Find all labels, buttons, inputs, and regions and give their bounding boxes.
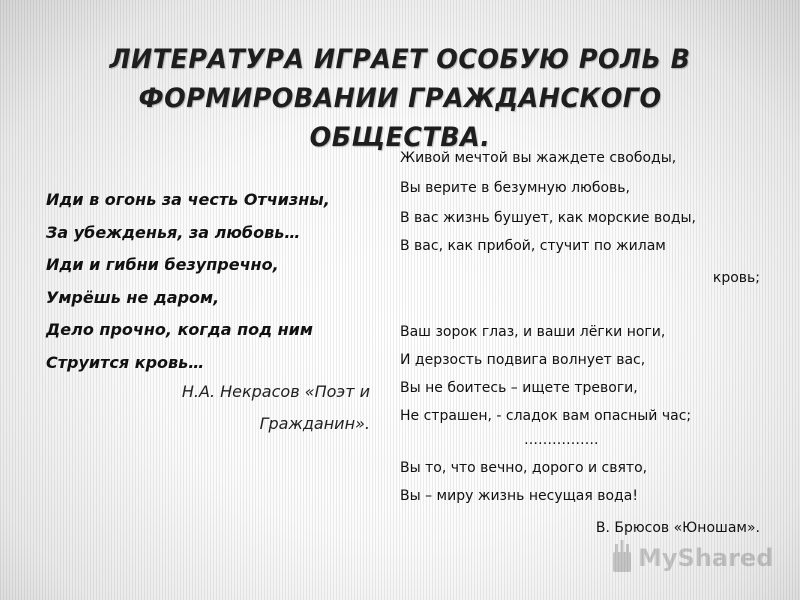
title-line-1: ЛИТЕРАТУРА ИГРАЕТ ОСОБУЮ РОЛЬ В <box>109 44 691 75</box>
poem-line: За убежденья, за любовь… <box>46 222 301 242</box>
poem-line: кровь; <box>712 270 760 286</box>
poem-line: Струится кровь… <box>46 352 205 372</box>
watermark-icon <box>610 540 634 574</box>
poem-line: Умрёшь не даром, <box>46 287 220 307</box>
nekrasov-poem <box>46 184 376 380</box>
watermark-logo <box>610 540 780 574</box>
attribution-line: Гражданин». <box>259 414 370 433</box>
poem-ellipsis: ……………. <box>524 432 599 448</box>
bryusov-signature: В. Брюсов «Юношам». <box>595 520 760 536</box>
poem-line: И дерзость подвига волнует вас, <box>400 352 646 368</box>
poem-line: Вы верите в безумную любовь, <box>400 180 630 196</box>
poem-line: Дело прочно, когда под ним <box>46 320 313 340</box>
poem-line: В вас жизнь бушует, как морские воды, <box>400 210 696 226</box>
slide-title <box>62 40 739 157</box>
watermark-text: MyShared <box>638 544 774 572</box>
poem-line: Иди и гибни безупречно, <box>46 255 279 275</box>
attribution-line: Н.А. Некрасов «Поэт и <box>181 382 370 401</box>
poem-line: В вас, как прибой, стучит по жилам <box>400 238 666 254</box>
poem-line: Вы – миру жизнь несущая вода! <box>400 488 638 504</box>
poem-line: Вы то, что вечно, дорого и свято, <box>400 460 648 476</box>
poem-line: Ваш зорок глаз, и ваши лёгки ноги, <box>400 324 666 340</box>
poem-line: Не страшен, - сладок вам опасный час; <box>400 408 692 424</box>
nekrasov-attribution <box>150 376 370 440</box>
poem-line: Вы не боитесь – ищете тревоги, <box>400 380 638 396</box>
poem-line: Живой мечтой вы жаждете свободы, <box>400 150 677 166</box>
title-line-2: ФОРМИРОВАНИИ ГРАЖДАНСКОГО ОБЩЕСТВА. <box>138 83 662 153</box>
poem-line: Иди в огонь за честь Отчизны, <box>46 190 330 209</box>
